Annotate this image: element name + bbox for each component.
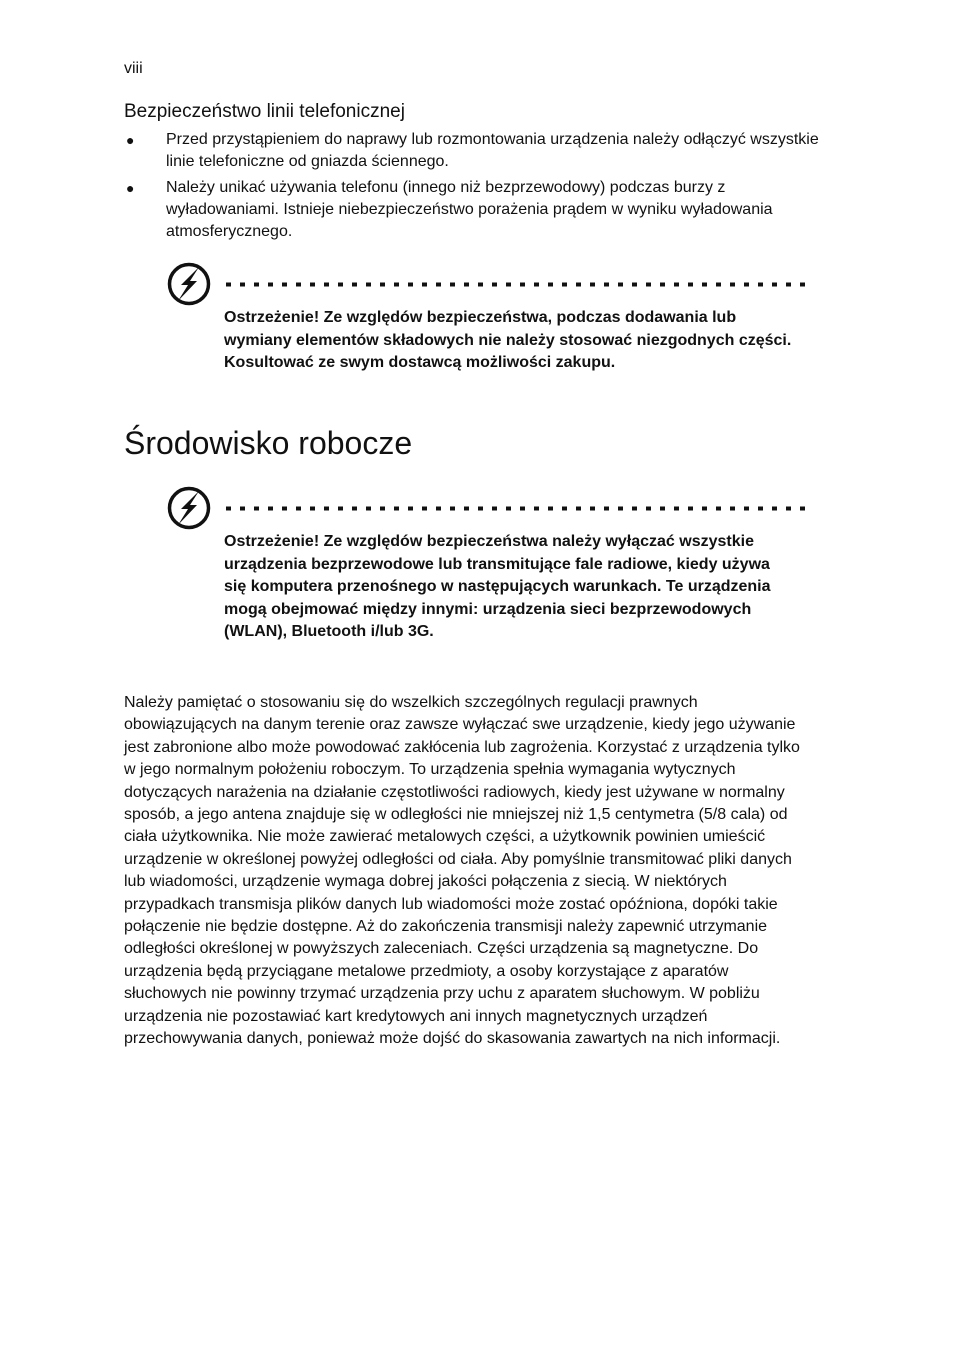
dotted-divider (224, 282, 810, 287)
page-number: viii (124, 60, 143, 77)
body-paragraph: Należy pamiętać o stosowaniu się do wszelkich szczególnych regulacji prawnych obowiązujących na danym terenie oraz zawsze wyłączać swe urządzenie, kiedy jego używanie jest zabronione albo może powodować zakłócenia lub zagrożenia. Korzystać z urządzenia tylko w jego normalnym położeniu roboczym. To urządzenia spełnia wymagania wytycznych dotyczących narażenia na działanie częstotliwości radiowych, kiedy jest używane w normalny sposób, a jego antena znajduje się w odległości nie mniejszej niż 1,5 centymetra (5/8 cala) od ciała użytkownika. Nie może zawierać metalowych części, a użytkownik powinien umieścić urządzenie w określonej powyżej odległości od ciała. Aby pomyślnie transmitować pliki danych lub wiadomości, urządzenie wymaga dobrej jakości połączenia z siecią. W niektórych przypadkach transmisja plików danych lub wiadomości może zostać opóźniona, dopóki takie połączenie nie będzie dostępne. Aż do zakończenia transmisji należy zapewnić utrzymanie odległości określonej w powyższych zaleceniach. Części urządzenia są magnetyczne. Do urządzenia będą przyciągane metalowe przedmioty, a osoby korzystające z aparatów słuchowych nie powinny trzymać urządzenia przy uchu z aparatem słuchowym. W pobliżu urządzenia nie pozostawiać kart kredytowych ani innych magnetycznych urządzeń przechowywania danych, ponieważ może dojść do skasowania zawartych na nich informacji. (124, 694, 800, 1048)
bullet-list (124, 129, 824, 247)
dotted-divider (224, 506, 810, 511)
main-heading-environment: Środowisko robocze (124, 425, 413, 461)
section-heading-phone-safety: Bezpieczeństwo linii telefonicznej (124, 101, 405, 122)
list-item (124, 177, 824, 243)
lightning-warning-icon (166, 261, 212, 307)
list-item (124, 129, 824, 173)
warning-text: Ostrzeżenie! Ze względów bezpieczeństwa należy wyłączać wszystkie urządzenia bezprzewodowe lub transmitujące fale radiowe, kiedy używa się komputera przenośnego w następujących warunkach. Te urządzenia mogą obejmować między innymi: urządzenia sieci bezprzewodowych (WLAN), Bluetooth i/lub 3G. (224, 533, 771, 641)
bullet-icon: ● (126, 132, 135, 148)
list-item-text: Przed przystąpieniem do naprawy lub rozmontowania urządzenia należy odłączyć wszystkie linie telefoniczne od gniazda ściennego. (166, 131, 819, 170)
warning-text: Ostrzeżenie! Ze względów bezpieczeństwa, podczas dodawania lub wymiany elementów składowych nie należy stosować niezgodnych części. Kosultować ze swym dostawcą możliwości zakupu. (224, 309, 792, 372)
warning-block-components (166, 261, 816, 391)
warning-block-wireless (166, 485, 816, 665)
list-item-text: Należy unikać używania telefonu (innego niż bezprzewodowy) podczas burzy z wyładowaniami. Istnieje niebezpieczeństwo porażenia prądem w wyniku wyładowania atmosferycznego. (166, 179, 773, 240)
bullet-icon: ● (126, 180, 135, 196)
lightning-warning-icon (166, 485, 212, 531)
